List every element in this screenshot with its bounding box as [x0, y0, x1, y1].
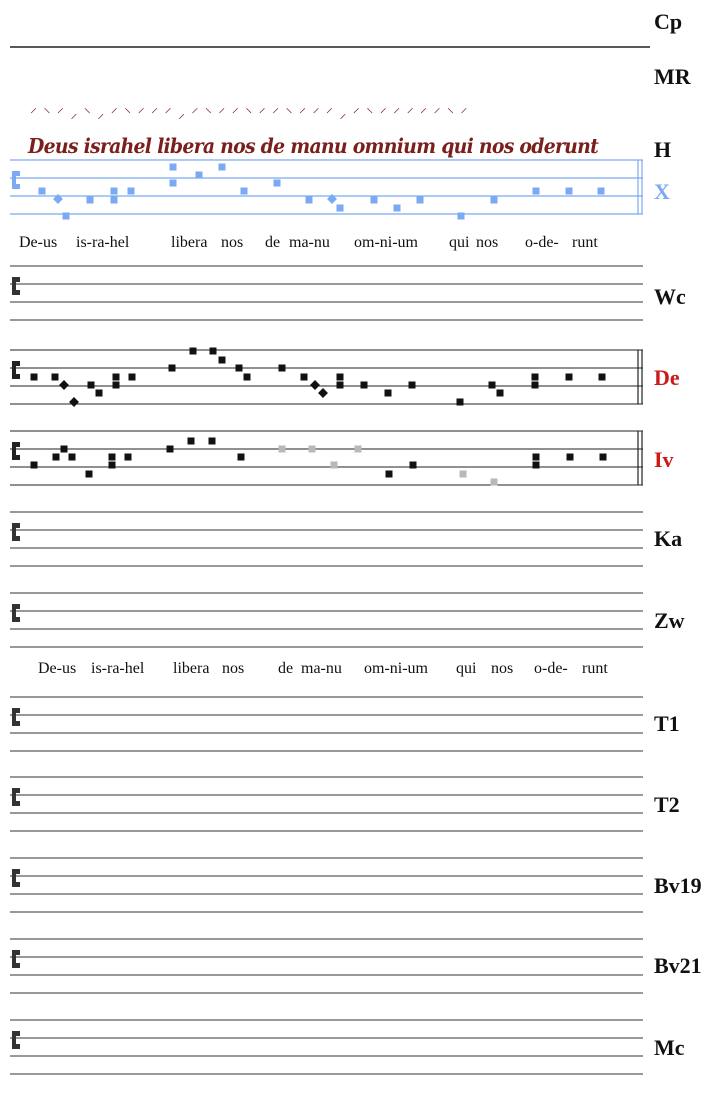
- lyric-syllable: nos: [476, 234, 499, 251]
- c-clef-icon: [16, 604, 20, 609]
- lyric-syllable: De-us: [19, 234, 58, 251]
- note-square: [417, 197, 424, 204]
- note-square: [52, 374, 59, 381]
- lyric-syllable: nos: [491, 660, 514, 677]
- note-square: [86, 471, 93, 478]
- c-clef-icon: [16, 361, 20, 366]
- note-square: [169, 365, 176, 372]
- note-square: [31, 374, 38, 381]
- c-clef-icon: [16, 536, 20, 541]
- c-clef-icon: [16, 708, 20, 713]
- note-square: [63, 213, 70, 220]
- note-square: [61, 446, 68, 453]
- lyric-syllable: libera: [171, 234, 208, 251]
- c-clef-icon: [16, 950, 20, 955]
- note-square: [125, 454, 132, 461]
- c-clef-icon: [12, 708, 16, 726]
- note-square: [109, 462, 116, 469]
- manuscript-neumes: ⸍ ⸌ ⸍ ⸝ ⸌ ⸝ ⸍ ⸌ ⸍ ⸍ ⸍ ⸝ ⸍ ⸌ ⸍ ⸍ ⸌ ⸍ ⸍ ⸌ ⸍ ⸍ ⸍ ⸝ ⸍ ⸌ ⸍ ⸍ ⸍ ⸍ ⸍ ⸌ ⸍: [30, 106, 469, 122]
- lyric-syllable: is-ra-hel: [91, 660, 145, 677]
- note-square: [457, 399, 464, 406]
- note-square: [69, 454, 76, 461]
- note-square: [111, 197, 118, 204]
- lyric-syllable: qui: [449, 234, 470, 251]
- lyric-syllable: de: [265, 234, 281, 251]
- note-square: [87, 197, 94, 204]
- c-clef-icon: [12, 604, 16, 622]
- c-clef-icon: [16, 277, 20, 282]
- note-square: [566, 374, 573, 381]
- c-clef-icon: [16, 442, 20, 447]
- c-clef-icon: [12, 361, 16, 379]
- note-square: [331, 462, 338, 469]
- note-square: [219, 357, 226, 364]
- note-square: [209, 438, 216, 445]
- manuscript-text: Deus israhel libera nos de manu omnium qui nos oderunt: [28, 134, 599, 158]
- note-rhombus: [318, 388, 328, 398]
- c-clef-icon: [12, 277, 16, 295]
- note-square: [371, 197, 378, 204]
- note-square: [111, 188, 118, 195]
- c-clef-icon: [16, 721, 20, 726]
- lyric-syllable: De-us: [38, 660, 77, 677]
- lyric-syllable: libera: [173, 660, 210, 677]
- note-square: [274, 180, 281, 187]
- source-label-h: H: [654, 137, 672, 162]
- note-square: [279, 446, 286, 453]
- note-square: [210, 348, 217, 355]
- lyric-syllable: ma-nu: [301, 660, 342, 677]
- note-square: [53, 454, 60, 461]
- note-square: [113, 382, 120, 389]
- note-square: [533, 454, 540, 461]
- note-square: [109, 454, 116, 461]
- note-square: [167, 446, 174, 453]
- lyric-syllable: o-de-: [525, 234, 559, 251]
- c-clef-icon: [16, 290, 20, 295]
- c-clef-icon: [16, 1044, 20, 1049]
- note-square: [129, 374, 136, 381]
- lyric-syllable: de: [278, 660, 294, 677]
- note-square: [532, 382, 539, 389]
- note-square: [306, 197, 313, 204]
- c-clef-icon: [12, 1031, 16, 1049]
- c-clef-icon: [16, 788, 20, 793]
- note-square: [170, 164, 177, 171]
- c-clef-icon: [16, 171, 20, 176]
- note-square: [599, 374, 606, 381]
- source-label-x: X: [654, 179, 670, 204]
- c-clef-icon: [12, 442, 16, 460]
- note-square: [567, 454, 574, 461]
- note-square: [386, 471, 393, 478]
- c-clef-icon: [16, 869, 20, 874]
- note-square: [460, 471, 467, 478]
- lyric-syllable: runt: [582, 660, 608, 677]
- note-square: [31, 462, 38, 469]
- source-label-cp: Cp: [654, 9, 683, 34]
- source-label-bv19: Bv19: [654, 873, 702, 898]
- source-label-ka: Ka: [654, 526, 683, 551]
- note-square: [497, 390, 504, 397]
- note-square: [337, 374, 344, 381]
- note-square: [458, 213, 465, 220]
- note-square: [533, 462, 540, 469]
- note-square: [241, 188, 248, 195]
- note-square: [238, 454, 245, 461]
- lyric-syllable: ma-nu: [289, 234, 330, 251]
- note-square: [491, 197, 498, 204]
- note-square: [96, 390, 103, 397]
- note-rhombus: [69, 397, 79, 407]
- c-clef-icon: [16, 184, 20, 189]
- note-square: [219, 164, 226, 171]
- note-square: [39, 188, 46, 195]
- c-clef-icon: [12, 171, 16, 189]
- note-square: [385, 390, 392, 397]
- source-label-bv21: Bv21: [654, 953, 702, 978]
- note-rhombus: [59, 380, 69, 390]
- note-square: [236, 365, 243, 372]
- source-label-mc: Mc: [654, 1035, 685, 1060]
- note-square: [489, 382, 496, 389]
- note-square: [409, 382, 416, 389]
- lyric-syllable: qui: [456, 660, 477, 677]
- note-square: [309, 446, 316, 453]
- lyric-syllable: om-ni-um: [364, 660, 428, 677]
- note-square: [88, 382, 95, 389]
- note-square: [337, 205, 344, 212]
- c-clef-icon: [16, 617, 20, 622]
- c-clef-icon: [16, 963, 20, 968]
- note-square: [279, 365, 286, 372]
- note-square: [566, 188, 573, 195]
- note-square: [244, 374, 251, 381]
- note-square: [394, 205, 401, 212]
- note-square: [337, 382, 344, 389]
- note-square: [532, 374, 539, 381]
- c-clef-icon: [12, 788, 16, 806]
- lyric-syllable: runt: [572, 234, 598, 251]
- note-rhombus: [310, 380, 320, 390]
- note-square: [188, 438, 195, 445]
- note-square: [113, 374, 120, 381]
- c-clef-icon: [16, 374, 20, 379]
- lyric-syllable: om-ni-um: [354, 234, 418, 251]
- source-label-wc: Wc: [654, 284, 686, 309]
- c-clef-icon: [12, 869, 16, 887]
- note-square: [355, 446, 362, 453]
- note-square: [410, 462, 417, 469]
- source-label-de: De: [654, 365, 680, 390]
- lyric-syllable: nos: [221, 234, 244, 251]
- lyric-syllable: nos: [222, 660, 245, 677]
- note-square: [196, 172, 203, 179]
- source-label-mr: MR: [654, 64, 691, 89]
- note-square: [301, 374, 308, 381]
- c-clef-icon: [16, 455, 20, 460]
- c-clef-icon: [12, 523, 16, 541]
- c-clef-icon: [16, 882, 20, 887]
- source-label-iv: Iv: [654, 447, 674, 472]
- source-label-t2: T2: [654, 792, 680, 817]
- note-square: [533, 188, 540, 195]
- c-clef-icon: [16, 523, 20, 528]
- source-label-t1: T1: [654, 711, 680, 736]
- source-label-zw: Zw: [654, 608, 685, 633]
- note-square: [598, 188, 605, 195]
- c-clef-icon: [16, 1031, 20, 1036]
- note-square: [128, 188, 135, 195]
- lyric-syllable: is-ra-hel: [76, 234, 130, 251]
- note-square: [361, 382, 368, 389]
- note-square: [600, 454, 607, 461]
- note-square: [491, 479, 498, 486]
- c-clef-icon: [12, 950, 16, 968]
- c-clef-icon: [16, 801, 20, 806]
- lyric-syllable: o-de-: [534, 660, 568, 677]
- note-square: [170, 180, 177, 187]
- note-square: [190, 348, 197, 355]
